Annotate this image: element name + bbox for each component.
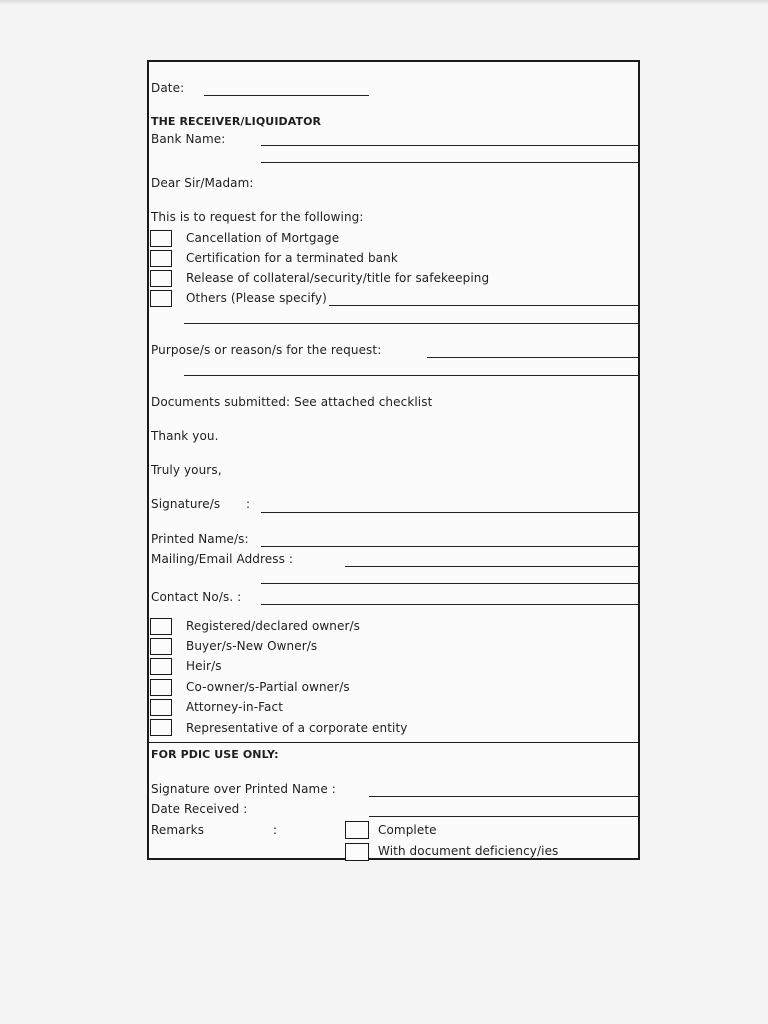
checkbox-complete[interactable] — [345, 821, 369, 839]
checkbox-registered-owner[interactable] — [150, 618, 172, 635]
remarks-option: Complete — [378, 823, 437, 837]
documents-submitted: Documents submitted: See attached checklist — [151, 395, 433, 409]
date-label: Date: — [151, 81, 185, 95]
contact-field[interactable] — [261, 604, 640, 605]
remarks-colon: : — [273, 823, 278, 837]
signature-colon: : — [246, 497, 251, 511]
capacity-label: Heir/s — [186, 659, 222, 673]
bank-name-field-1[interactable] — [261, 145, 640, 146]
addressee-title: THE RECEIVER/LIQUIDATOR — [151, 115, 322, 128]
bank-name-field-2[interactable] — [261, 162, 640, 163]
scan-edge — [0, 0, 768, 5]
request-intro: This is to request for the following: — [151, 210, 364, 224]
others-specify-field-2[interactable] — [184, 323, 640, 324]
thank-you: Thank you. — [151, 429, 219, 443]
truly-yours: Truly yours, — [151, 463, 222, 477]
printed-name-field[interactable] — [261, 546, 640, 547]
checkbox-release-of-collateral[interactable] — [150, 270, 172, 287]
checkbox-attorney-in-fact[interactable] — [150, 699, 172, 716]
date-received-label: Date Received : — [151, 802, 248, 816]
mailing-address-field-2[interactable] — [261, 583, 640, 584]
contact-label: Contact No/s. : — [151, 590, 242, 604]
capacity-label: Buyer/s-New Owner/s — [186, 639, 318, 653]
checkbox-certification[interactable] — [150, 250, 172, 267]
signature-field[interactable] — [261, 512, 640, 513]
pdic-section-title: FOR PDIC USE ONLY: — [151, 748, 279, 761]
bank-name-label: Bank Name: — [151, 132, 226, 146]
remarks-option: With document deficiency/ies — [378, 844, 559, 858]
mailing-address-label: Mailing/Email Address : — [151, 552, 294, 566]
option-label: Cancellation of Mortgage — [186, 231, 340, 245]
mailing-address-field-1[interactable] — [345, 566, 640, 567]
purpose-field-2[interactable] — [184, 375, 640, 376]
date-received-field[interactable] — [369, 816, 640, 817]
section-divider — [149, 742, 638, 743]
salutation: Dear Sir/Madam: — [151, 176, 254, 190]
checkbox-corporate-representative[interactable] — [150, 719, 172, 736]
option-label: Others (Please specify) — [186, 291, 327, 305]
checkbox-co-owner[interactable] — [150, 679, 172, 696]
capacity-label: Co-owner/s-Partial owner/s — [186, 680, 350, 694]
checkbox-document-deficiency[interactable] — [345, 843, 369, 861]
checkbox-heir[interactable] — [150, 658, 172, 675]
pdic-signature-field[interactable] — [369, 796, 640, 797]
printed-name-label: Printed Name/s: — [151, 532, 249, 546]
option-label: Release of collateral/security/title for safekeeping — [186, 271, 490, 285]
checkbox-cancellation-of-mortgage[interactable] — [150, 230, 172, 247]
request-form — [147, 60, 640, 860]
signature-label: Signature/s — [151, 497, 221, 511]
checkbox-others[interactable] — [150, 290, 172, 307]
purpose-field-1[interactable] — [427, 357, 640, 358]
purpose-label: Purpose/s or reason/s for the request: — [151, 343, 382, 357]
capacity-label: Representative of a corporate entity — [186, 721, 408, 735]
remarks-label: Remarks — [151, 823, 205, 837]
pdic-signature-label: Signature over Printed Name : — [151, 782, 336, 796]
capacity-label: Attorney-in-Fact — [186, 700, 284, 714]
others-specify-field-1[interactable] — [329, 305, 640, 306]
capacity-label: Registered/declared owner/s — [186, 619, 361, 633]
date-field[interactable] — [204, 95, 369, 96]
option-label: Certification for a terminated bank — [186, 251, 398, 265]
checkbox-buyer-new-owner[interactable] — [150, 638, 172, 655]
